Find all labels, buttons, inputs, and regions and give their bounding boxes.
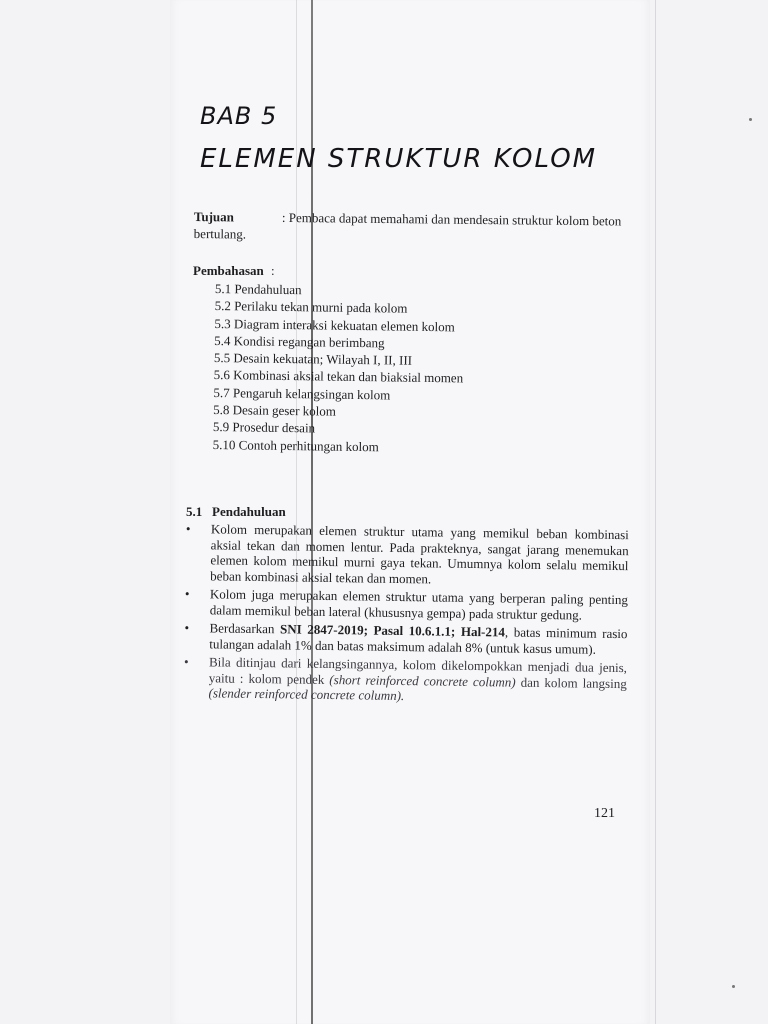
standard-reference: SNI 2847-2019; Pasal 10.6.1.1; Hal-214 [279,621,506,640]
italic-term: (slender reinforced concrete column). [208,685,405,704]
bullet-dot: • [184,619,190,636]
scan-speck [732,985,735,988]
bullet-text-part: , batas minimum rasio tulangan adalah 1% dan batas maksimum adalah 8% (untuk kasus umum). [209,624,628,657]
contents-item: 5.10 Contoh perhitungan kolom [212,436,379,454]
contents-list [213,280,515,457]
bullet-text [209,620,627,657]
bullet-text-part: Bila ditinjau dari kelangsingannya, kolom dikelompokkan menjadi dua jenis, yaitu : kolom pendek [208,654,628,687]
scan-speck [749,118,752,121]
bullet-item [185,586,628,623]
bullet-dot: • [185,521,191,537]
bullet-text-part: Berdasarkan [209,620,281,637]
bullet-dot: • [184,585,190,602]
contents-item: 5.6 Kombinasi aksial tekan dan biaksial momen [213,367,464,386]
contents-item: 5.7 Pengaruh kelangsingan kolom [213,384,391,403]
objective-separator: : [281,209,286,225]
objective-paragraph [194,208,642,247]
chapter-title: ELEMEN STRUKTUR KOLOM [200,144,598,174]
contents-separator: : [271,263,275,278]
bullet-item [184,620,627,657]
objective-label: Tujuan [193,208,234,225]
contents-heading [193,262,275,279]
bullet-dot: • [183,653,189,670]
contents-item: 5.2 Perilaku tekan murni pada kolom [214,298,408,316]
contents-item: 5.3 Diagram interaksi kekuatan elemen kolom [214,315,455,334]
objective-text: Pembaca dapat memahami dan mendesain struktur kolom beton bertulang. [193,209,622,242]
page-right-edge [655,0,656,1024]
bullet-list [183,521,629,710]
section-title: Pendahuluan [212,504,286,519]
bullet-item [183,654,627,707]
chapter-label: BAB 5 [200,102,278,130]
contents-label: Pembahasan [193,263,264,278]
section-number: 5.1 [186,504,203,519]
page-number: 121 [594,806,615,821]
contents-item: 5.5 Desain kekuatan; Wilayah I, II, III [213,350,413,368]
bullet-text-part: dan kolom langsing [515,674,627,691]
bullet-item [185,521,629,589]
contents-item: 5.4 Kondisi regangan berimbang [214,332,385,351]
contents-item: 5.8 Desain geser kolom [213,402,337,419]
italic-term: (short reinforced concrete column) [329,671,516,690]
section-heading [186,503,286,520]
bullet-text: Kolom merupakan elemen struktur utama yang memikul beban kombinasi aksial tekan dan momen lentur. Pada prakteknya, sangat jarang menemukan elemen kolom memikul murni gaya tekan. Umumnya kolom selalu memikul beban kombinasi aksial tekan dan momen. [210,521,629,586]
contents-item: 5.9 Prosedur desain [212,419,316,436]
contents-item: 5.1 Pendahuluan [214,280,302,298]
bullet-text [208,654,627,706]
bullet-text: Kolom juga merupakan elemen struktur utama yang berperan paling penting dalam memikul beban lateral (khususnya gempa) pada struktur gedung. [209,586,629,623]
